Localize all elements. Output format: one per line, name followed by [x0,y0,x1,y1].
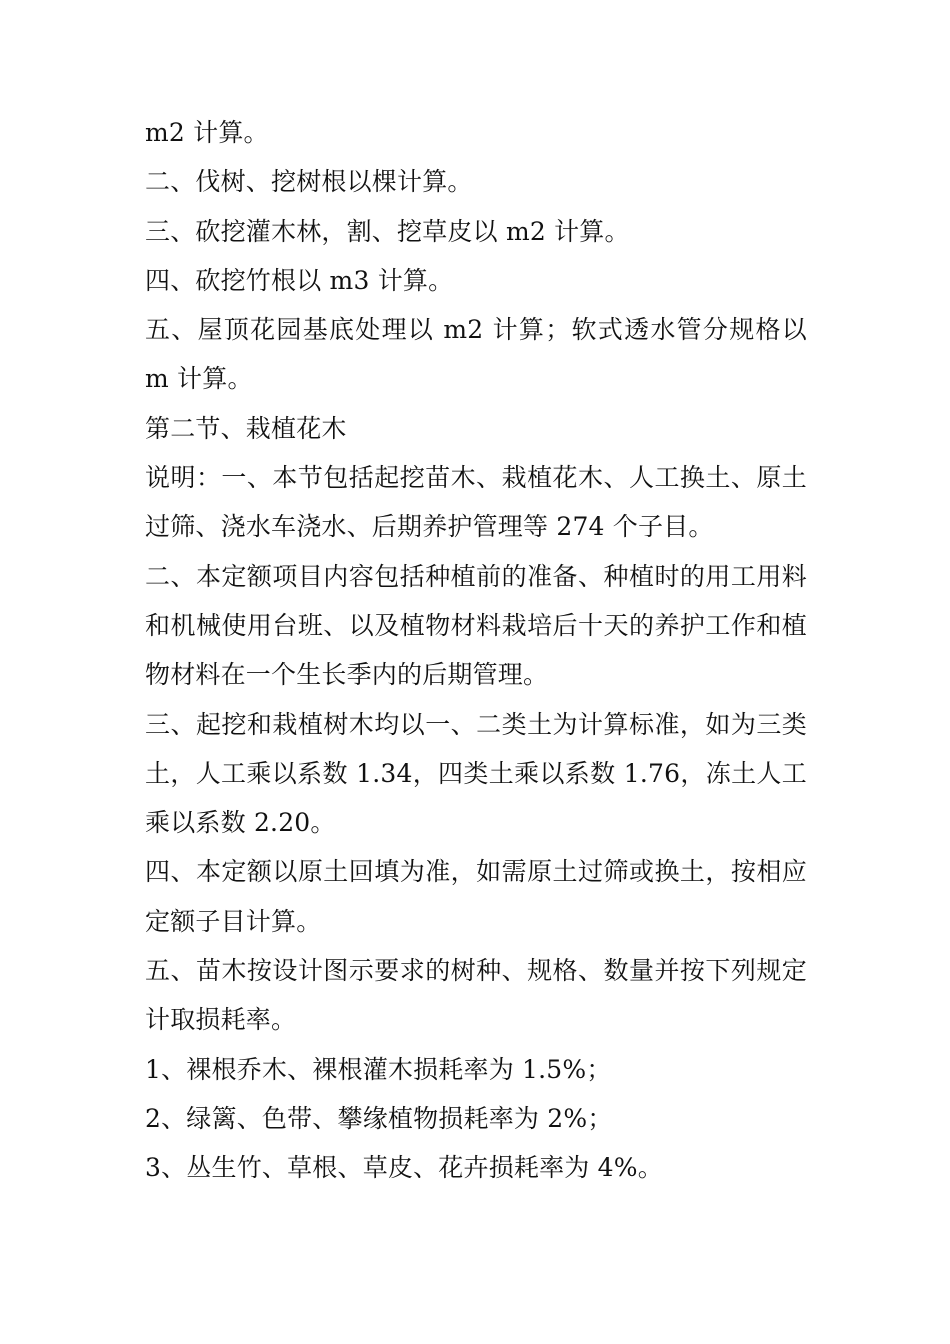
paragraph-4: 四、砍挖竹根以 m3 计算。 [145,265,454,295]
paragraph-11: 五、苗木按设计图示要求的树种、规格、数量并按下列规定计取损耗率。 [145,956,807,1035]
loss-rate-item-3: 3、丛生竹、草根、草皮、花卉损耗率为 4%。 [145,1153,663,1183]
paragraph-2: 二、伐树、挖树根以棵计算。 [145,167,473,197]
paragraph-5: 五、屋顶花园基底处理以 m2 计算；软式透水管分规格以 m 计算。 [145,315,807,394]
paragraph-9: 三、起挖和栽植树木均以一、二类土为计算标准，如为三类土，人工乘以系数 1.34，四类土乘以系数 1.76，冻土人工乘以系数 2.20。 [145,709,807,838]
paragraph-3: 三、砍挖灌木林，割、挖草皮以 m2 计算。 [145,216,630,246]
document-body [145,108,807,1193]
paragraph-8: 二、本定额项目内容包括种植前的准备、种植时的用工用料和机械使用台班、以及植物材料栽培后十天的养护工作和植物材料在一个生长季内的后期管理。 [145,561,807,690]
section-heading: 第二节、栽植花木 [145,413,347,443]
loss-rate-item-2: 2、绿篱、色带、攀缘植物损耗率为 2%； [145,1103,613,1133]
loss-rate-item-1: 1、裸根乔木、裸根灌木损耗率为 1.5%； [145,1054,612,1084]
paragraph-10: 四、本定额以原土回填为准，如需原土过筛或换土，按相应定额子目计算。 [145,857,807,936]
paragraph-7: 说明：一、本节包括起挖苗木、栽植花木、人工换土、原土过筛、浇水车浇水、后期养护管理等 274 个子目。 [145,463,807,542]
paragraph-1: m2 计算。 [145,118,269,147]
